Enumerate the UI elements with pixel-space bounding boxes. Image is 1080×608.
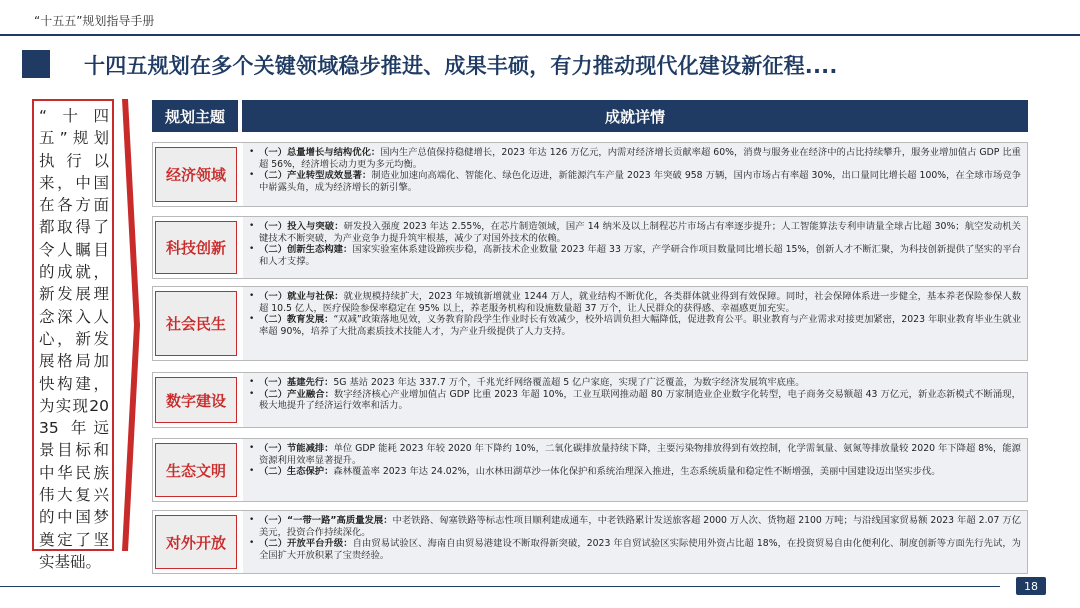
- category-cell: 对外开放: [155, 515, 237, 569]
- detail-cell: [243, 439, 1027, 501]
- table-row-tech: [152, 216, 1028, 279]
- list-item: • （一）基建先行：5G 基站 2023 年达 337.7 万个，千兆光纤网络覆盖超 5 亿户家庭，实现了广泛覆盖，为数字经济发展筑牢底座。: [251, 377, 1021, 389]
- summary-text: “十四五”规划执行以来，中国在各方面都取得了令人瞩目的成就，新发展理念深入人心，新发展格局加快构建，为实现2035 年远景目标和中华民族伟大复兴的中国梦奠定了坚实基础。: [39, 107, 109, 571]
- detail-cell: [243, 287, 1027, 360]
- category-cell: 社会民生: [155, 291, 237, 356]
- header-topic: 规划主题: [152, 100, 238, 132]
- bottom-divider: [0, 586, 1000, 587]
- table-row-digital: [152, 372, 1028, 428]
- list-item: • （一）总量增长与结构优化：国内生产总值保持稳健增长，2023 年达 126 万亿元，内需对经济增长贡献率超 60%，消费与服务业在经济中的占比持续攀升，服务业增加值占 GDP 比重超 56%，经济增长动力更为多元均衡。: [251, 147, 1021, 170]
- page-number: 18: [1016, 577, 1046, 595]
- category-cell: 数字建设: [155, 377, 237, 423]
- achievement-table: [152, 100, 1028, 574]
- summary-box: [32, 99, 114, 571]
- table-row-economy: [152, 142, 1028, 207]
- list-item: • （二）创新生态构建：国家实验室体系建设蹄疾步稳，高新技术企业数量 2023 年超 33 万家，产学研合作项目数量同比增长超 15%，创新人才不断汇聚，为科技创新提供了坚实的平台和人才支撑。: [251, 244, 1021, 267]
- list-item: • （二）开放平台升级：自由贸易试验区、海南自由贸易港建设不断取得新突破，2023 年自贸试验区实际使用外资占比超 18%，在投资贸易自由化便利化、制度创新等方面先行先试，为全国扩大开放积累了宝贵经验。: [251, 538, 1021, 561]
- list-item: • （二）产业融合：数字经济核心产业增加值占 GDP 比重 2023 年超 10%，工业互联网推动超 80 万家制造业企业数字化转型，电子商务交易额超 43 万亿元，新业态新模式不断涌现，极大地提升了经济运行效率和活力。: [251, 389, 1021, 412]
- list-item: • （一）“一带一路”高质量发展：中老铁路、匈塞铁路等标志性项目顺利建成通车，中老铁路累计发送旅客超 2000 万人次、货物超 2100 万吨；与沿线国家贸易额 2023 年超 2.07 万亿美元，投资合作持续深化。: [251, 515, 1021, 538]
- list-item: • （二）教育发展：“双减”政策落地见效，义务教育阶段学生作业时长有效减少，校外培训负担大幅降低，促进教育公平。职业教育与产业需求对接更加紧密，2023 年职业教育毕业生就业率超 90%，培养了大批高素质技术技能人才，为产业升级提供了人力支持。: [251, 314, 1021, 337]
- table-row-opening: [152, 510, 1028, 574]
- list-item: • （一）投入与突破：研发投入强度 2023 年达 2.55%，在芯片制造领域，国产 14 纳米及以上制程芯片市场占有率逐步提升；人工智能算法专利申请量全球占比超 30%；航空发动机关键技术不断突破，为产业竞争力提升筑牢根基，减少了对国外技术的依赖。: [251, 221, 1021, 244]
- list-item: • （一）就业与社保：就业规模持续扩大，2023 年城镇新增就业 1244 万人，就业结构不断优化，各类群体就业得到有效保障。同时，社会保障体系进一步健全，基本养老保险参保人数超 10.5 亿人，医疗保险参保率稳定在 95% 以上，养老服务机构和设施数量超 37 万个，让人民群众的获得感、幸福感更加充实。: [251, 291, 1021, 314]
- category-cell: 科技创新: [155, 221, 237, 274]
- detail-cell: [243, 373, 1027, 427]
- handbook-label: “十五五”规划指导手册: [34, 14, 155, 28]
- table-row-ecology: [152, 438, 1028, 502]
- table-row-livelihood: [152, 286, 1028, 361]
- header-detail: 成就详情: [242, 100, 1028, 132]
- top-divider: [0, 34, 1080, 36]
- detail-cell: [243, 511, 1027, 573]
- list-item: • （一）节能减排：单位 GDP 能耗 2023 年较 2020 年下降约 10%，二氧化碳排放量持续下降，主要污染物排放得到有效控制，化学需氧量、氨氮等排放量较 2020 年下降超 8%，能源资源利用效率显著提升。: [251, 443, 1021, 466]
- detail-cell: [243, 217, 1027, 278]
- list-item: • （二）生态保护：森林覆盖率 2023 年达 24.02%，山水林田湖草沙一体化保护和系统治理深入推进，生态系统质量和稳定性不断增强，美丽中国建设迈出坚实步伐。: [251, 466, 1021, 478]
- category-cell: 经济领域: [155, 147, 237, 202]
- title-marker: [22, 50, 50, 78]
- page-title: 十四五规划在多个关键领域稳步推进、成果丰硕，有力推动现代化建设新征程....: [84, 54, 838, 78]
- chevron-right-icon: [122, 99, 140, 551]
- list-item: • （二）产业转型成效显著：制造业加速向高端化、智能化、绿色化迈进，新能源汽车产量 2023 年突破 958 万辆，国内市场占有率超 30%，出口量同比增长超 100%，在全球市场竞争中崭露头角，成为经济增长的新引擎。: [251, 170, 1021, 193]
- category-cell: 生态文明: [155, 443, 237, 497]
- detail-cell: [243, 143, 1027, 206]
